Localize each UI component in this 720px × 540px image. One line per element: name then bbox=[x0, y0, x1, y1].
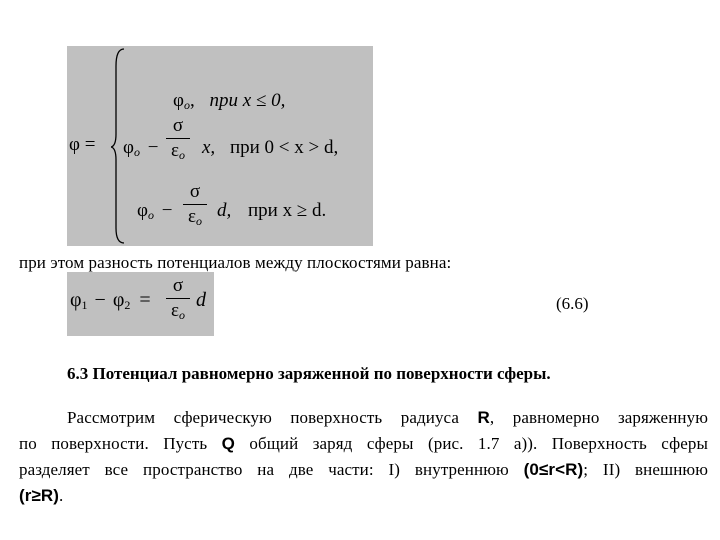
equation-6-6-d: d bbox=[196, 289, 206, 311]
case2-sigma: σ bbox=[172, 115, 184, 136]
paragraph-line-1: Рассмотрим сферическую поверхность радиуса R, равномерно заряженную bbox=[67, 408, 708, 427]
paragraph-line-4: (r≥R). bbox=[19, 486, 64, 505]
case3-phi: $\varphi_o$ − bbox=[137, 200, 173, 222]
equation-6-6-lhs: φ1 − φ2 = bbox=[70, 289, 151, 312]
case3-rest: d, при x ≥ d. bbox=[217, 200, 327, 221]
paragraph-line-2: по поверхности. Пусть Q общий заряд сферы (рис. 1.7 а)). Поверхность сферы bbox=[19, 434, 709, 453]
case2-epsilon: $\varepsilon_o$ bbox=[171, 140, 185, 162]
intro-sentence: при этом разность потенциалов между плоскостями равна: bbox=[19, 253, 452, 272]
case3-condition: при x ≥ d. bbox=[248, 200, 327, 221]
equation-6-6-fraction: σ $\varepsilon_o$ bbox=[166, 276, 190, 325]
phi-lhs: φ = bbox=[69, 134, 96, 155]
case3-epsilon: $\varepsilon_o$ bbox=[188, 206, 202, 228]
paragraph-line-3: разделяет все пространство на две части: I) внутреннюю (0≤r<R); II) внешнюю bbox=[19, 460, 709, 479]
equation-number: (6.6) bbox=[556, 294, 589, 313]
case2-condition: при 0 < x > d, bbox=[229, 137, 339, 158]
case2-rest: x, при 0 < x > d, bbox=[202, 137, 339, 158]
case3-fraction bbox=[183, 182, 207, 231]
case3-sigma: σ bbox=[189, 181, 201, 202]
case2-phi: $\varphi_o$ − bbox=[123, 137, 159, 159]
case2-fraction bbox=[166, 116, 190, 165]
case1-line: $\varphi_o$, при x ≤ 0, bbox=[173, 90, 286, 112]
case1-phi: φ bbox=[173, 90, 184, 111]
case1-condition: при x ≤ 0, bbox=[209, 90, 286, 111]
section-heading: 6.3 Потенциал равномерно заряженной по поверхности сферы. bbox=[67, 364, 551, 383]
